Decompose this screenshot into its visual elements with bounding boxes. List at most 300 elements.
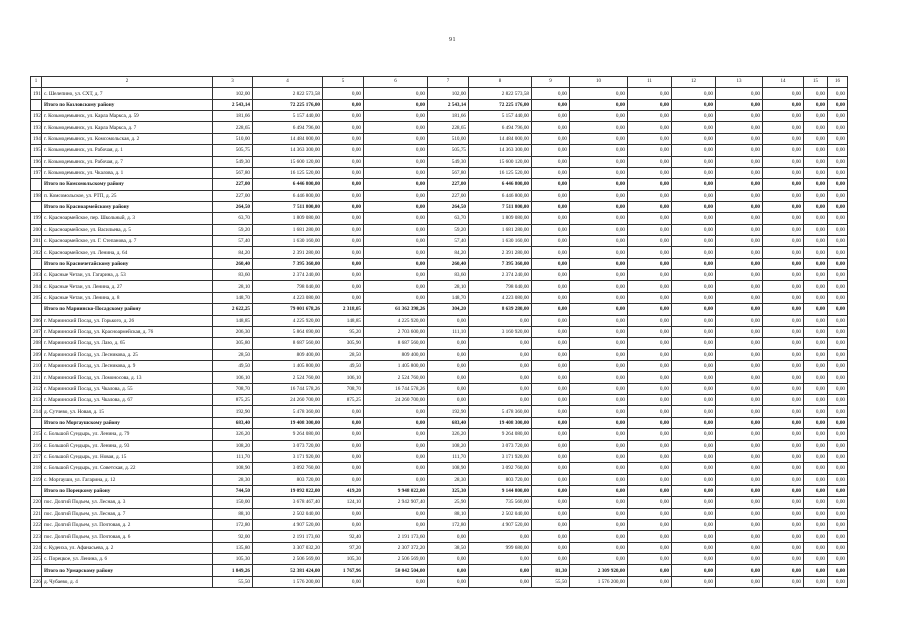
table-cell-value: 0,00 — [570, 417, 628, 428]
table-cell-value: 50 042 504,00 — [364, 565, 428, 576]
column-header: 11 — [628, 77, 672, 88]
table-cell-value: 0,00 — [804, 88, 828, 99]
table-cell-value: 1 767,96 — [323, 565, 364, 576]
table-cell-value: 0,00 — [763, 236, 804, 247]
table-cell-value: 227,00 — [213, 190, 253, 201]
table-cell-value: 0,00 — [716, 542, 763, 553]
table-cell-value: 0,00 — [716, 463, 763, 474]
table-cell-value: 0,00 — [628, 213, 672, 224]
table-cell-address: Итого по Красноармейскому району — [42, 201, 213, 212]
table-cell-value: 0,00 — [364, 508, 428, 519]
table-cell-value: 0,00 — [628, 167, 672, 178]
table-cell-value: 0,00 — [672, 99, 716, 110]
table-cell-value: 181,66 — [428, 111, 469, 122]
table-cell-value: 106,10 — [323, 372, 364, 383]
table-cell-value: 0,00 — [364, 236, 428, 247]
table-cell-value: 0,00 — [716, 281, 763, 292]
table-cell-value: 7 395 360,00 — [253, 258, 323, 269]
table-cell-value: 0,00 — [628, 270, 672, 281]
table-cell-value: 0,00 — [628, 474, 672, 485]
table-cell-address: пос. Долгий Подъем, ул. Почтовая, д. 6 — [42, 531, 213, 542]
table-cell-index: 217 — [31, 451, 42, 462]
table-cell-value: 0,00 — [672, 270, 716, 281]
table-cell-index: 220 — [31, 497, 42, 508]
table-cell-address: Итого по Козловскому району — [42, 99, 213, 110]
table-cell-value: 0,00 — [364, 156, 428, 167]
table-cell-value: 111,10 — [428, 326, 469, 337]
table-cell-value: 0,00 — [323, 167, 364, 178]
table-cell-value: 0,00 — [672, 554, 716, 565]
table-cell-value: 0,00 — [570, 281, 628, 292]
table-cell-value: 61 362 398,26 — [364, 304, 428, 315]
table-cell-value: 0,00 — [532, 349, 570, 360]
table-cell-value: 0,00 — [828, 395, 848, 406]
table-cell-value: 3 678 467,40 — [253, 497, 323, 508]
column-header: 15 — [804, 77, 828, 88]
table-cell-value: 999 680,00 — [469, 542, 532, 553]
table-cell-value: 0,00 — [804, 485, 828, 496]
table-cell-value: 260,40 — [213, 258, 253, 269]
table-cell-value: 0,00 — [532, 463, 570, 474]
table-cell-value: 0,00 — [428, 349, 469, 360]
table-cell-value: 2 309 920,00 — [570, 565, 628, 576]
table-cell-value: 0,00 — [570, 201, 628, 212]
table-cell-value: 0,00 — [716, 304, 763, 315]
table-cell-value: 2 524 760,00 — [364, 372, 428, 383]
table-cell-value: 0,00 — [804, 133, 828, 144]
table-cell-value: 0,00 — [716, 99, 763, 110]
table-cell-value: 0,00 — [628, 315, 672, 326]
table-row — [31, 542, 848, 553]
table-cell-value: 38,50 — [428, 542, 469, 553]
table-total-row — [31, 485, 848, 496]
table-cell-value: 0,00 — [763, 554, 804, 565]
table-cell-value: 0,00 — [532, 167, 570, 178]
table-cell-address: г. Мариинский Посад, ул. Чкалова, д. 55 — [42, 383, 213, 394]
table-cell-address: Итого по Порецкому району — [42, 485, 213, 496]
table-cell-index: 210 — [31, 360, 42, 371]
table-cell-value: 875,25 — [213, 395, 253, 406]
table-cell-value: 0,00 — [672, 417, 716, 428]
table-cell-value: 803 720,00 — [469, 474, 532, 485]
table-cell-value: 304,20 — [428, 304, 469, 315]
table-cell-value: 0,00 — [570, 485, 628, 496]
table-row — [31, 281, 848, 292]
table-row — [31, 463, 848, 474]
table-cell-value: 0,00 — [628, 99, 672, 110]
table-cell-value: 0,00 — [716, 258, 763, 269]
table-cell-value: 0,00 — [804, 360, 828, 371]
table-cell-value: 683,40 — [213, 417, 253, 428]
table-cell-index: 203 — [31, 270, 42, 281]
table-cell-value: 25,90 — [428, 497, 469, 508]
table-cell-value: 0,00 — [716, 383, 763, 394]
table-cell-value: 0,00 — [469, 576, 532, 587]
table-cell-value: 172,80 — [213, 520, 253, 531]
table-cell-address: г. Козьмодемьянск, ул. Рабочая, д. 1 — [42, 145, 213, 156]
table-total-row — [31, 258, 848, 269]
table-cell-value: 505,75 — [428, 145, 469, 156]
column-header: 14 — [763, 77, 804, 88]
table-cell-value: 0,00 — [828, 542, 848, 553]
table-cell-value: 55,50 — [532, 576, 570, 587]
table-cell-address: пос. Долгий Подъем, ул. Лесная, д. 3 — [42, 497, 213, 508]
table-cell-address: с. Порецкое, ул. Ленина, д. 6 — [42, 554, 213, 565]
table-cell-value: 0,00 — [716, 88, 763, 99]
table-cell-value: 0,00 — [672, 292, 716, 303]
table-cell-value: 108,90 — [213, 463, 253, 474]
table-cell-value: 803 720,00 — [253, 474, 323, 485]
table-cell-value: 0,00 — [323, 201, 364, 212]
column-header: 3 — [213, 77, 253, 88]
table-cell-value: 0,00 — [532, 508, 570, 519]
table-cell-value: 0,00 — [628, 236, 672, 247]
table-cell-index: 201 — [31, 236, 42, 247]
table-cell-value: 2 191 173,60 — [364, 531, 428, 542]
table-cell-value: 0,00 — [672, 565, 716, 576]
table-cell-index — [31, 485, 42, 496]
table-cell-value: 105,30 — [213, 554, 253, 565]
table-cell-value: 0,00 — [364, 88, 428, 99]
table-cell-value: 0,00 — [716, 360, 763, 371]
table-cell-value: 0,00 — [828, 531, 848, 542]
table-cell-value: 0,00 — [532, 485, 570, 496]
table-cell-value: 2 307 372,20 — [364, 542, 428, 553]
table-cell-value: 0,00 — [672, 326, 716, 337]
table-cell-value: 2 703 600,00 — [364, 326, 428, 337]
table-cell-value: 92,40 — [323, 531, 364, 542]
table-cell-value: 9 948 022,00 — [364, 485, 428, 496]
table-cell-index: 224 — [31, 542, 42, 553]
table-cell-value: 0,00 — [716, 270, 763, 281]
table-cell-value: 260,40 — [428, 258, 469, 269]
table-cell-value: 0,00 — [828, 372, 848, 383]
table-cell-value: 24 260 700,00 — [364, 395, 428, 406]
table-cell-address: с. Красноармейское, ул. Ленина, д. 64 — [42, 247, 213, 258]
table-cell-value: 1 630 160,00 — [253, 236, 323, 247]
table-cell-value: 1 405 800,00 — [253, 360, 323, 371]
table-cell-value: 0,00 — [716, 156, 763, 167]
table-row — [31, 429, 848, 440]
table-cell-value: 0,00 — [323, 576, 364, 587]
table-cell-address: с. Большой Сундырь, ул. Советская, д. 22 — [42, 463, 213, 474]
table-cell-index: 192 — [31, 111, 42, 122]
table-row — [31, 360, 848, 371]
table-cell-value: 0,00 — [672, 338, 716, 349]
table-cell-value: 0,00 — [532, 88, 570, 99]
table-cell-address: с. Большой Сундырь, ул. Новая, д. 15 — [42, 451, 213, 462]
table-cell-value: 0,00 — [716, 179, 763, 190]
table-cell-address: с. Красноармейское, ул. Васильева, д. 5 — [42, 224, 213, 235]
table-cell-index: 219 — [31, 474, 42, 485]
table-cell-value: 0,00 — [323, 236, 364, 247]
table-cell-address: с. Моргауши, ул. Гагарина, д. 12 — [42, 474, 213, 485]
table-cell-address: г. Козьмодемьянск, ул. Рабочая, д. 7 — [42, 156, 213, 167]
table-cell-index: 204 — [31, 281, 42, 292]
table-cell-value: 0,00 — [532, 542, 570, 553]
table-cell-value: 8 639 280,00 — [469, 304, 532, 315]
table-cell-value: 326,20 — [213, 429, 253, 440]
table-cell-value: 0,00 — [828, 270, 848, 281]
table-cell-value: 0,00 — [828, 565, 848, 576]
table-cell-value: 0,00 — [364, 133, 428, 144]
table-cell-value: 124,10 — [323, 497, 364, 508]
table-cell-value: 0,00 — [570, 395, 628, 406]
table-cell-address: с. Большой Сундырь, ул. Ленина, д. 79 — [42, 429, 213, 440]
table-cell-index: 194 — [31, 133, 42, 144]
table-cell-value: 0,00 — [570, 88, 628, 99]
table-cell-value: 0,00 — [763, 463, 804, 474]
table-row — [31, 508, 848, 519]
table-cell-value: 0,00 — [570, 429, 628, 440]
table-cell-value: 0,00 — [828, 167, 848, 178]
table-cell-value: 0,00 — [804, 565, 828, 576]
table-cell-value: 798 040,00 — [253, 281, 323, 292]
table-cell-value: 0,00 — [532, 247, 570, 258]
table-cell-value: 0,00 — [716, 315, 763, 326]
table-cell-address: пос. Долгий Подъем, ул. Лесная, д. 7 — [42, 508, 213, 519]
table-cell-value: 0,00 — [828, 383, 848, 394]
table-cell-value: 0,00 — [716, 395, 763, 406]
table-cell-value: 108,20 — [428, 440, 469, 451]
table-cell-index: 207 — [31, 326, 42, 337]
table-cell-value: 0,00 — [469, 531, 532, 542]
table-cell-value: 0,00 — [804, 463, 828, 474]
table-cell-value: 0,00 — [428, 315, 469, 326]
table-row — [31, 349, 848, 360]
table-cell-value: 148,70 — [428, 292, 469, 303]
table-cell-value: 0,00 — [628, 133, 672, 144]
table-cell-value: 0,00 — [628, 451, 672, 462]
table-cell-value: 148,85 — [323, 315, 364, 326]
table-cell-value: 0,00 — [763, 451, 804, 462]
table-cell-value: 0,00 — [804, 213, 828, 224]
table-cell-index: 195 — [31, 145, 42, 156]
table-cell-value: 549,30 — [428, 156, 469, 167]
table-cell-value: 2 506 569,00 — [253, 554, 323, 565]
table-cell-value: 0,00 — [828, 497, 848, 508]
table-cell-value: 9 264 080,00 — [469, 429, 532, 440]
table-cell-value: 0,00 — [763, 542, 804, 553]
table-cell-value: 0,00 — [323, 520, 364, 531]
table-cell-value: 83,60 — [213, 270, 253, 281]
table-cell-value: 63,70 — [213, 213, 253, 224]
table-cell-value: 4 907 520,00 — [253, 520, 323, 531]
table-cell-value: 0,00 — [570, 258, 628, 269]
table-cell-value: 0,00 — [364, 167, 428, 178]
table-cell-value: 0,00 — [763, 156, 804, 167]
table-cell-address: д. Сутчево, ул. Новая, д. 15 — [42, 406, 213, 417]
table-cell-value: 0,00 — [323, 133, 364, 144]
table-row — [31, 326, 848, 337]
table-cell-index — [31, 258, 42, 269]
table-cell-value: 683,40 — [428, 417, 469, 428]
table-header-row — [31, 77, 848, 88]
table-cell-index: 221 — [31, 508, 42, 519]
table-cell-value: 0,00 — [828, 281, 848, 292]
table-cell-value: 305,80 — [213, 338, 253, 349]
table-cell-value: 0,00 — [323, 145, 364, 156]
table-cell-value: 28,10 — [428, 281, 469, 292]
table-cell-value: 0,00 — [763, 179, 804, 190]
table-cell-value: 0,00 — [828, 88, 848, 99]
table-cell-value: 0,00 — [570, 111, 628, 122]
column-header: 5 — [323, 77, 364, 88]
table-cell-value: 0,00 — [716, 406, 763, 417]
table-cell-value: 0,00 — [672, 156, 716, 167]
column-header: 12 — [672, 77, 716, 88]
table-cell-index — [31, 565, 42, 576]
table-cell-value: 0,00 — [716, 474, 763, 485]
table-cell-value: 0,00 — [672, 440, 716, 451]
table-cell-value: 3 092 760,00 — [469, 463, 532, 474]
table-cell-value: 0,00 — [828, 440, 848, 451]
column-header: 6 — [364, 77, 428, 88]
table-row — [31, 247, 848, 258]
table-cell-value: 0,00 — [763, 167, 804, 178]
table-cell-value: 0,00 — [716, 497, 763, 508]
table-cell-value: 0,00 — [804, 554, 828, 565]
table-cell-value: 2 822 573,58 — [469, 88, 532, 99]
table-cell-value: 0,00 — [532, 258, 570, 269]
table-cell-value: 15 600 120,00 — [253, 156, 323, 167]
table-cell-index: 198 — [31, 190, 42, 201]
table-cell-value: 0,00 — [804, 372, 828, 383]
table-row — [31, 213, 848, 224]
table-cell-value: 0,00 — [804, 508, 828, 519]
table-cell-value: 549,30 — [213, 156, 253, 167]
table-cell-value: 0,00 — [532, 190, 570, 201]
table-cell-value: 0,00 — [570, 349, 628, 360]
table-cell-value: 0,00 — [628, 554, 672, 565]
table-cell-value: 0,00 — [804, 326, 828, 337]
table-cell-value: 28,30 — [213, 474, 253, 485]
table-cell-value: 2 391 280,00 — [469, 247, 532, 258]
table-cell-value: 0,00 — [570, 145, 628, 156]
table-row — [31, 167, 848, 178]
table-cell-value: 0,00 — [570, 326, 628, 337]
table-total-row — [31, 417, 848, 428]
table-cell-index: 202 — [31, 247, 42, 258]
table-cell-value: 0,00 — [364, 145, 428, 156]
table-cell-value: 72 225 176,00 — [469, 99, 532, 110]
table-cell-value: 0,00 — [828, 576, 848, 587]
table-cell-value: 0,00 — [716, 554, 763, 565]
table-cell-value: 2 502 040,00 — [469, 508, 532, 519]
column-header: 13 — [716, 77, 763, 88]
table-cell-value: 2 191 173,60 — [253, 531, 323, 542]
table-cell-value: 0,00 — [763, 224, 804, 235]
table-cell-value: 0,00 — [570, 213, 628, 224]
table-cell-value: 6 494 796,00 — [253, 122, 323, 133]
table-cell-value: 83,60 — [428, 270, 469, 281]
table-cell-index — [31, 201, 42, 212]
table-cell-value: 0,00 — [364, 406, 428, 417]
table-cell-value: 6 494 796,00 — [469, 122, 532, 133]
table-cell-value: 2 374 240,00 — [469, 270, 532, 281]
table-cell-value: 0,00 — [364, 451, 428, 462]
table-cell-value: 0,00 — [323, 281, 364, 292]
table-cell-value: 0,00 — [763, 304, 804, 315]
table-cell-value: 0,00 — [828, 224, 848, 235]
table-cell-index: 205 — [31, 292, 42, 303]
table-total-row — [31, 304, 848, 315]
table-cell-value: 0,00 — [570, 406, 628, 417]
table-cell-index: 208 — [31, 338, 42, 349]
table-cell-value: 0,00 — [428, 338, 469, 349]
table-cell-value: 5 157 440,00 — [469, 111, 532, 122]
table-cell-value: 0,00 — [763, 315, 804, 326]
table-cell-value: 88,10 — [428, 508, 469, 519]
table-cell-value: 0,00 — [763, 429, 804, 440]
table-cell-value: 0,00 — [672, 485, 716, 496]
table-cell-value: 0,00 — [428, 395, 469, 406]
table-row — [31, 383, 848, 394]
table-cell-value: 0,00 — [428, 372, 469, 383]
table-cell-value: 0,00 — [570, 440, 628, 451]
table-cell-value: 0,00 — [570, 508, 628, 519]
table-cell-value: 0,00 — [763, 270, 804, 281]
table-cell-value: 0,00 — [763, 190, 804, 201]
column-header: 7 — [428, 77, 469, 88]
table-cell-value: 0,00 — [763, 508, 804, 519]
table-cell-value: 0,00 — [672, 122, 716, 133]
table-row — [31, 224, 848, 235]
table-cell-value: 0,00 — [532, 440, 570, 451]
table-cell-value: 57,40 — [428, 236, 469, 247]
table-cell-value: 0,00 — [763, 383, 804, 394]
table-cell-index: 223 — [31, 531, 42, 542]
table-cell-index: 196 — [31, 156, 42, 167]
table-cell-value: 192,90 — [428, 406, 469, 417]
table-cell-value: 0,00 — [804, 576, 828, 587]
table-cell-value: 0,00 — [716, 145, 763, 156]
table-cell-value: 28,10 — [213, 281, 253, 292]
table-cell-value: 0,00 — [672, 531, 716, 542]
table-cell-value: 0,00 — [570, 531, 628, 542]
table-cell-value: 0,00 — [828, 133, 848, 144]
table-cell-index: 200 — [31, 224, 42, 235]
table-cell-value: 0,00 — [364, 281, 428, 292]
table-cell-value: 0,00 — [672, 520, 716, 531]
table-cell-index — [31, 99, 42, 110]
table-cell-value: 0,00 — [672, 349, 716, 360]
table-cell-value: 0,00 — [428, 576, 469, 587]
table-cell-value: 0,00 — [804, 497, 828, 508]
table-cell-value: 8 687 560,00 — [253, 338, 323, 349]
table-cell-value: 0,00 — [532, 281, 570, 292]
table-cell-value: 0,00 — [628, 542, 672, 553]
table-cell-index: 199 — [31, 213, 42, 224]
table-cell-value: 0,00 — [532, 99, 570, 110]
table-cell-value: 0,00 — [828, 406, 848, 417]
table-cell-value: 0,00 — [570, 542, 628, 553]
table-row — [31, 122, 848, 133]
table-row — [31, 190, 848, 201]
table-cell-value: 0,00 — [716, 247, 763, 258]
table-cell-address: г. Козьмодемьянск, ул. Комсомольская, д. 2 — [42, 133, 213, 144]
table-row — [31, 474, 848, 485]
table-cell-value: 0,00 — [628, 190, 672, 201]
table-cell-value: 0,00 — [532, 156, 570, 167]
table-cell-value: 0,00 — [716, 372, 763, 383]
table-cell-value: 1 576 200,00 — [570, 576, 628, 587]
table-cell-value: 0,00 — [532, 360, 570, 371]
table-cell-value: 0,00 — [804, 474, 828, 485]
table-cell-value: 148,70 — [213, 292, 253, 303]
table-cell-value: 2 374 240,00 — [253, 270, 323, 281]
table-cell-value: 0,00 — [570, 179, 628, 190]
